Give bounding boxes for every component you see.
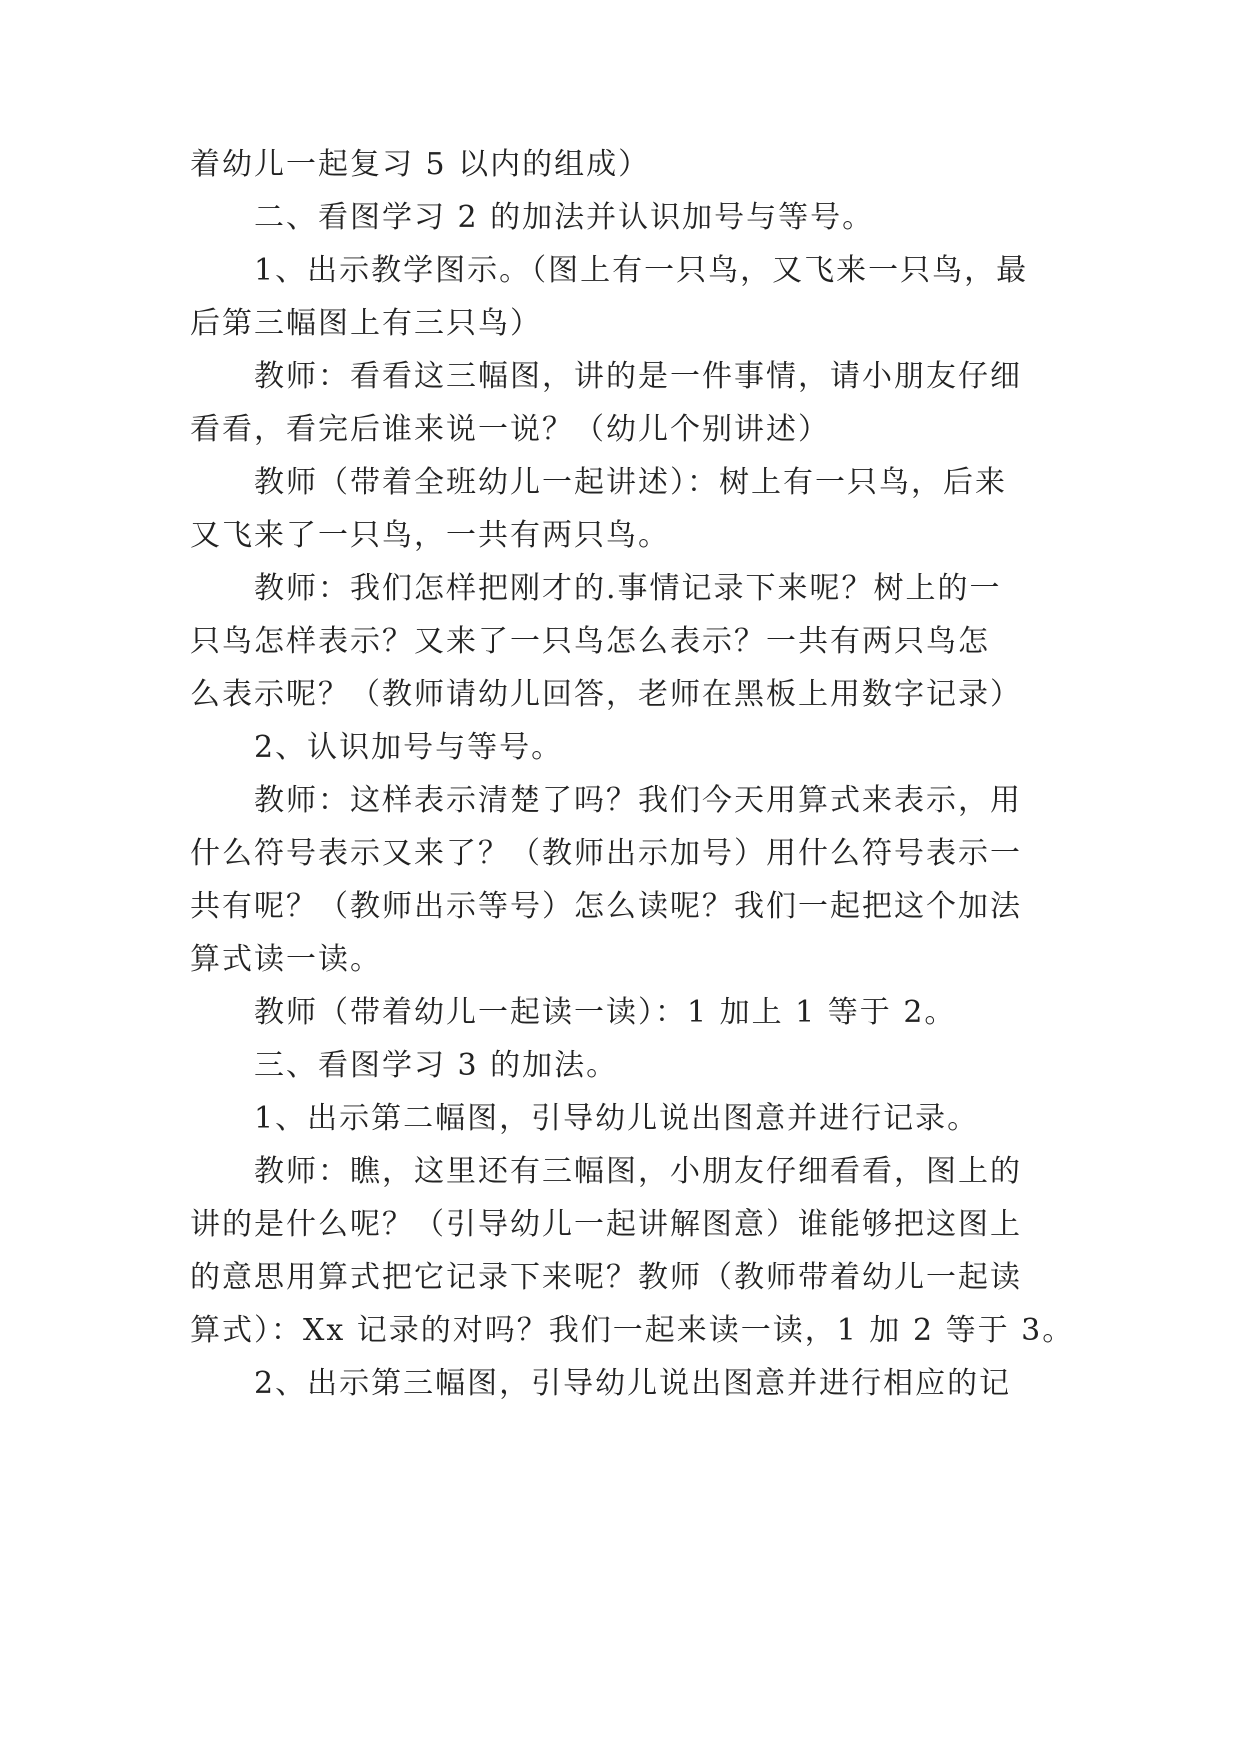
text-line: 只鸟怎样表示？又来了一只鸟怎么表示？一共有两只鸟怎 <box>190 624 990 659</box>
text-line: 算式读一读。 <box>190 942 382 977</box>
text-line: 的意思用算式把它记录下来呢？教师（教师带着幼儿一起读 <box>190 1260 1022 1295</box>
text-line: 教师：我们怎样把刚才的.事情记录下来呢？树上的一 <box>254 571 1002 606</box>
text-line: 三、看图学习 3 的加法。 <box>254 1048 619 1083</box>
text-line: 教师（带着幼儿一起读一读）：1 加上 1 等于 2。 <box>254 995 957 1030</box>
text-line: 讲的是什么呢？（引导幼儿一起讲解图意）谁能够把这图上 <box>190 1207 1022 1242</box>
text-line: 什么符号表示又来了？（教师出示加号）用什么符号表示一 <box>190 836 1022 871</box>
text-line: 教师：这样表示清楚了吗？我们今天用算式来表示，用 <box>254 783 1022 818</box>
text-line: 教师（带着全班幼儿一起讲述）：树上有一只鸟，后来 <box>254 465 1007 500</box>
text-line: 着幼儿一起复习 5 以内的组成） <box>190 147 651 182</box>
text-line: 2、出示第三幅图，引导幼儿说出图意并进行相应的记 <box>254 1366 1012 1401</box>
text-line: 2、认识加号与等号。 <box>254 730 564 765</box>
text-line: 又飞来了一只鸟，一共有两只鸟。 <box>190 518 670 553</box>
text-line: 看看，看完后谁来说一说？（幼儿个别讲述） <box>190 412 830 447</box>
text-line: 后第三幅图上有三只鸟） <box>190 306 542 341</box>
text-line: 教师：看看这三幅图，讲的是一件事情，请小朋友仔细 <box>254 359 1022 394</box>
text-line: 么表示呢？（教师请幼儿回答，老师在黑板上用数字记录） <box>190 677 1022 712</box>
text-line: 算式）：Xx 记录的对吗？我们一起来读一读，1 加 2 等于 3。 <box>190 1313 1075 1348</box>
text-line: 共有呢？（教师出示等号）怎么读呢？我们一起把这个加法 <box>190 889 1022 924</box>
text-line: 1、出示教学图示。（图上有一只鸟，又飞来一只鸟，最 <box>254 253 1029 288</box>
text-line: 教师：瞧，这里还有三幅图，小朋友仔细看看，图上的 <box>254 1154 1022 1189</box>
text-line: 1、出示第二幅图，引导幼儿说出图意并进行记录。 <box>254 1101 980 1136</box>
text-line: 二、看图学习 2 的加法并认识加号与等号。 <box>254 200 875 235</box>
